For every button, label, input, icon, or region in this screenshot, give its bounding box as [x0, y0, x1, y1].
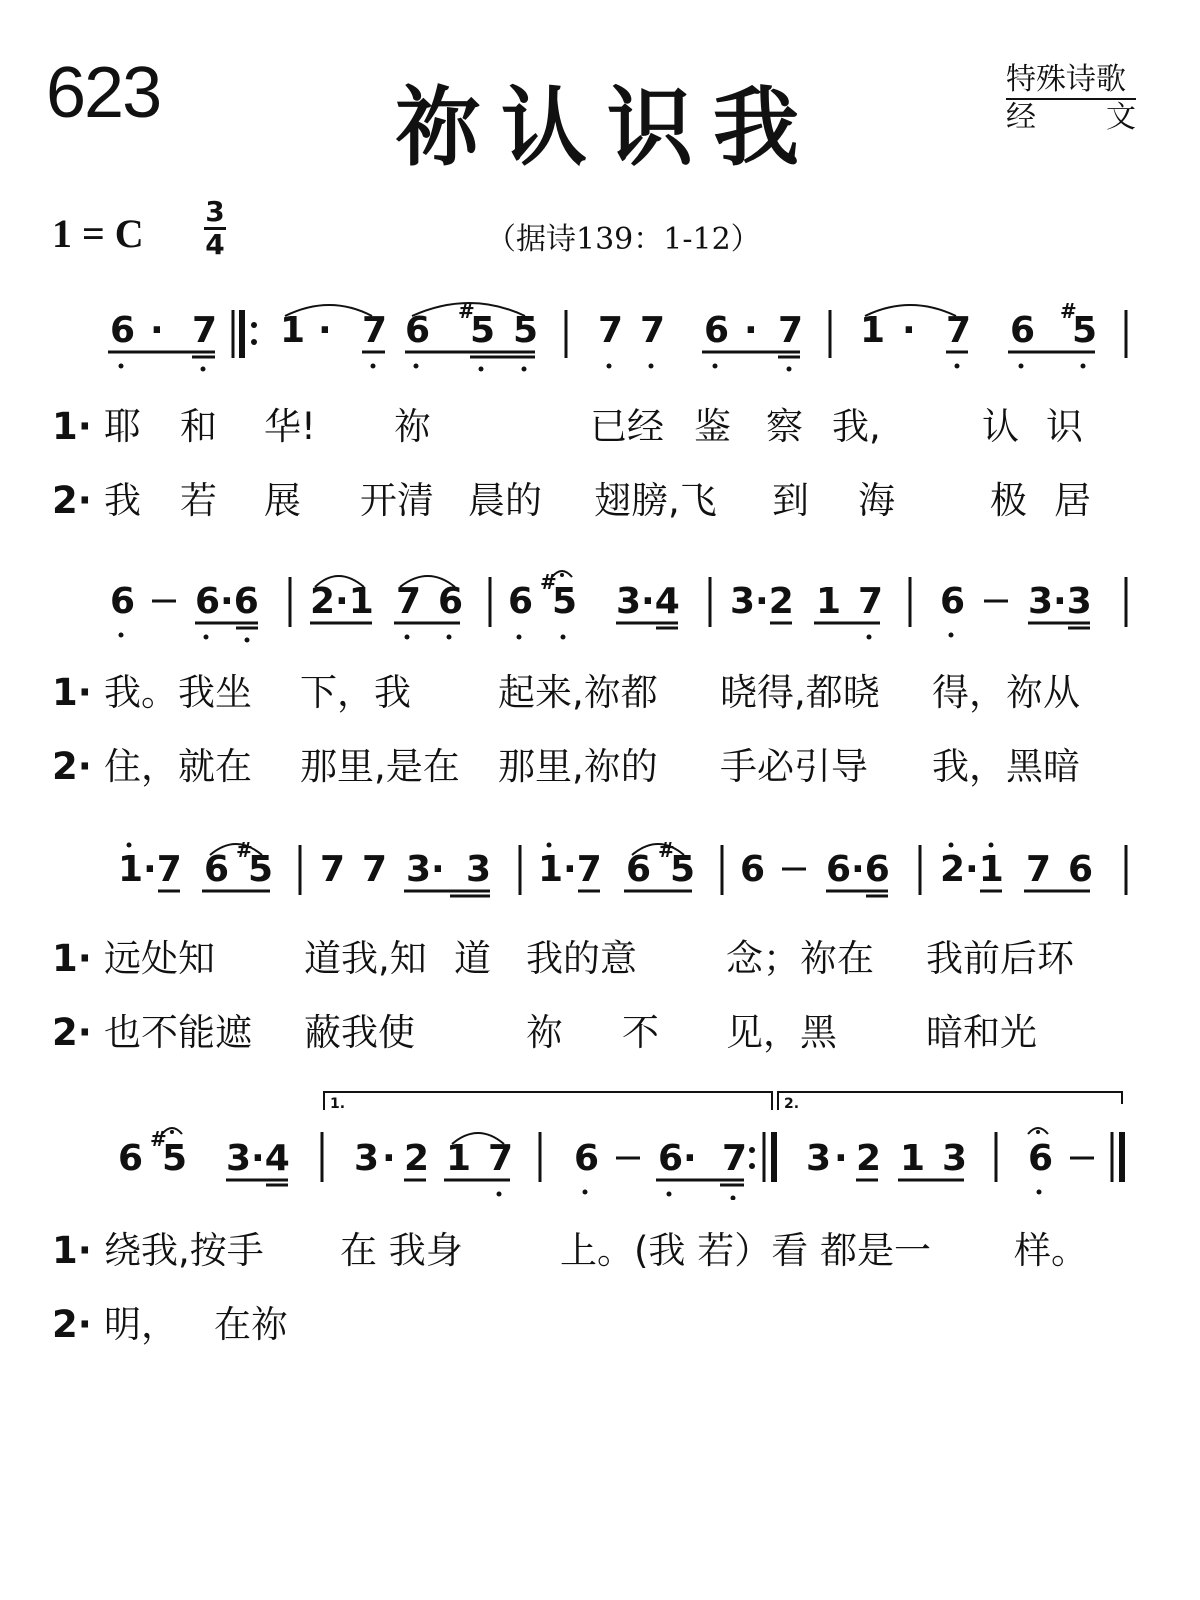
svg-text:7: 7	[320, 849, 346, 890]
svg-text:5: 5	[162, 1138, 188, 1179]
svg-text:·: ·	[744, 310, 758, 351]
svg-text:7: 7	[858, 581, 884, 622]
lyric-seg: 念；祢在	[726, 937, 874, 980]
svg-text:6: 6	[110, 581, 136, 622]
lyric-seg: 开清	[360, 479, 434, 522]
svg-text:6: 6	[1068, 849, 1094, 890]
lyric-seg: 祢	[526, 1011, 563, 1054]
lyric-row-4-verse-2	[52, 1294, 288, 1348]
hymn-title: 祢认识我	[395, 78, 819, 178]
key-signature: 1 = C	[52, 211, 144, 256]
svg-text:5: 5	[470, 310, 496, 351]
svg-text:#: #	[540, 570, 557, 594]
staff-row-4	[0, 1110, 1200, 1200]
lyric-seg: 极	[990, 479, 1027, 522]
svg-text:3: 3	[942, 1138, 968, 1179]
svg-text:2·1: 2·1	[940, 849, 1004, 890]
source-label	[1006, 100, 1136, 136]
verse-number: 1·	[52, 671, 92, 714]
lyric-seg: 我，黑暗	[932, 745, 1080, 788]
svg-text:·: ·	[318, 310, 332, 351]
verse-number: 2·	[52, 745, 92, 788]
svg-text:#: #	[150, 1127, 167, 1151]
svg-text:3·4: 3·4	[226, 1138, 290, 1179]
svg-text:6: 6	[110, 310, 136, 351]
lyric-seg: 在 我身	[340, 1229, 463, 1272]
svg-text:5: 5	[1072, 310, 1098, 351]
svg-text:#: #	[658, 838, 675, 862]
lyric-seg: 到	[772, 479, 809, 522]
svg-text:6: 6	[704, 310, 730, 351]
svg-text:·: ·	[382, 1138, 396, 1179]
scripture-reference: （据诗139：1-12）	[486, 222, 761, 257]
lyric-row-1-verse-1	[52, 396, 1083, 450]
lyric-seg: 手必引导	[720, 745, 868, 788]
lyric-row-4-verse-1	[52, 1220, 1088, 1274]
lyric-row-3-verse-1	[52, 928, 1074, 982]
verse-number: 1·	[52, 1229, 92, 1272]
lyric-seg: 耶	[104, 405, 141, 448]
lyric-seg: 那里,祢的	[498, 745, 658, 788]
svg-text:3·2: 3·2	[730, 581, 794, 622]
lyric-seg: 得，祢从	[932, 671, 1080, 714]
hymn-number: 623	[46, 53, 161, 133]
svg-text:6: 6	[626, 849, 652, 890]
svg-text:7: 7	[396, 581, 422, 622]
staff-row-3	[0, 825, 1200, 915]
lyric-seg: 道我,知	[304, 937, 427, 980]
verse-number: 1·	[52, 937, 92, 980]
lyric-seg: 认	[982, 405, 1019, 448]
svg-text:3: 3	[466, 849, 492, 890]
lyric-seg: 上。(我 若）看 都是一	[560, 1229, 931, 1272]
volta-first-label: 1.	[330, 1096, 346, 1112]
svg-text:1·7: 1·7	[118, 849, 182, 890]
svg-text:3: 3	[354, 1138, 380, 1179]
lyric-seg: 见，黑	[726, 1011, 837, 1054]
svg-text:6: 6	[574, 1138, 600, 1179]
svg-text:·: ·	[150, 310, 164, 351]
svg-text:7: 7	[598, 310, 624, 351]
lyric-seg: 识	[1046, 405, 1083, 448]
lyric-row-3-verse-2	[52, 1002, 1037, 1056]
svg-text:1: 1	[816, 581, 842, 622]
lyric-seg: 我。我坐	[104, 671, 252, 714]
lyric-seg: 展	[264, 479, 301, 522]
source-label-2: 文	[1106, 100, 1136, 135]
lyric-seg: 蔽我使	[304, 1011, 415, 1054]
lyric-seg: 在祢	[214, 1303, 288, 1346]
svg-text:7: 7	[362, 849, 388, 890]
svg-text:1: 1	[900, 1138, 926, 1179]
svg-text:6·6: 6·6	[195, 581, 259, 622]
svg-text:7: 7	[778, 310, 804, 351]
svg-text:#: #	[1060, 299, 1077, 323]
lyric-seg: 那里,是在	[300, 745, 460, 788]
volta-second-label: 2.	[784, 1096, 800, 1112]
svg-text:2·1: 2·1	[310, 581, 374, 622]
svg-text:6·6: 6·6	[826, 849, 890, 890]
lyric-seg: 住，就在	[104, 745, 252, 788]
svg-text:1: 1	[860, 310, 886, 351]
lyric-row-2-verse-2	[52, 736, 1080, 790]
lyric-seg: 绕我,按手	[104, 1229, 264, 1272]
staff-row-2	[0, 555, 1200, 645]
lyric-row-2-verse-1	[52, 662, 1080, 716]
svg-text:3·3: 3·3	[1028, 581, 1092, 622]
svg-text:5: 5	[513, 310, 539, 351]
lyric-seg: 远处知	[104, 937, 215, 980]
lyric-seg: 下，我	[300, 671, 411, 714]
lyric-seg: 起来,祢都	[498, 671, 658, 714]
svg-text:·: ·	[902, 310, 916, 351]
svg-text:2: 2	[856, 1138, 882, 1179]
lyric-seg: 道	[454, 937, 491, 980]
svg-text:6: 6	[508, 581, 534, 622]
verse-number: 2·	[52, 479, 92, 522]
svg-text:7: 7	[1026, 849, 1052, 890]
svg-text:6: 6	[1028, 1138, 1054, 1179]
lyric-seg: 若	[180, 479, 217, 522]
lyric-seg: 海	[858, 479, 895, 522]
lyric-seg: 暗和光	[926, 1011, 1037, 1054]
svg-text:1: 1	[446, 1138, 472, 1179]
time-signature	[204, 195, 226, 261]
svg-text:7: 7	[946, 310, 972, 351]
svg-text:6: 6	[405, 310, 431, 351]
svg-text:6: 6	[118, 1138, 144, 1179]
svg-text:6: 6	[1010, 310, 1036, 351]
category-label: 特殊诗歌	[1006, 62, 1136, 100]
lyric-seg: 不	[622, 1011, 659, 1054]
lyric-seg: 华!	[264, 405, 316, 448]
lyric-seg: 和	[180, 405, 217, 448]
source-label-1: 经	[1006, 100, 1036, 135]
category-block	[1006, 62, 1136, 136]
svg-text:#: #	[458, 299, 475, 323]
svg-text:7: 7	[362, 310, 388, 351]
lyric-seg: 居	[1054, 479, 1091, 522]
svg-text:3·4: 3·4	[616, 581, 680, 622]
verse-number: 2·	[52, 1011, 92, 1054]
lyric-seg: 我,	[832, 405, 881, 448]
time-top: 3	[205, 195, 225, 228]
lyric-row-1-verse-2	[52, 470, 1091, 524]
svg-text:6: 6	[740, 849, 766, 890]
time-bottom: 4	[205, 228, 225, 261]
svg-text:5: 5	[670, 849, 696, 890]
lyric-seg: 明，	[104, 1303, 178, 1346]
svg-text:5: 5	[552, 581, 578, 622]
lyric-seg: 我前后环	[926, 937, 1074, 980]
lyric-seg: 鉴	[694, 405, 731, 448]
verse-number: 2·	[52, 1303, 92, 1346]
svg-text:2: 2	[404, 1138, 430, 1179]
lyric-seg: 我的意	[526, 937, 637, 980]
svg-text:7: 7	[192, 310, 218, 351]
svg-text:5: 5	[248, 849, 274, 890]
svg-text:1·7: 1·7	[538, 849, 602, 890]
lyric-seg: 也不能遮	[104, 1011, 252, 1054]
svg-text:·: ·	[834, 1138, 848, 1179]
lyric-seg: 晨的	[468, 479, 542, 522]
svg-text:6: 6	[940, 581, 966, 622]
staff-row-1	[0, 290, 1200, 380]
lyric-seg: 翅膀,飞	[594, 479, 717, 522]
svg-text:1: 1	[280, 310, 306, 351]
lyric-seg: 祢	[394, 405, 431, 448]
lyric-seg: 察	[766, 405, 803, 448]
svg-text:3: 3	[806, 1138, 832, 1179]
lyric-seg: 晓得,都晓	[720, 671, 880, 714]
svg-text:6: 6	[204, 849, 230, 890]
svg-text:7: 7	[488, 1138, 514, 1179]
lyric-seg: 我	[104, 479, 141, 522]
svg-text:3·: 3·	[406, 849, 445, 890]
svg-text:7: 7	[640, 310, 666, 351]
verse-number: 1·	[52, 405, 92, 448]
lyric-seg: 样。	[1014, 1229, 1088, 1272]
svg-text:7: 7	[722, 1138, 748, 1179]
svg-text:6·: 6·	[658, 1138, 697, 1179]
svg-text:6: 6	[438, 581, 464, 622]
svg-text:#: #	[236, 838, 253, 862]
lyric-seg: 已经	[590, 405, 664, 448]
